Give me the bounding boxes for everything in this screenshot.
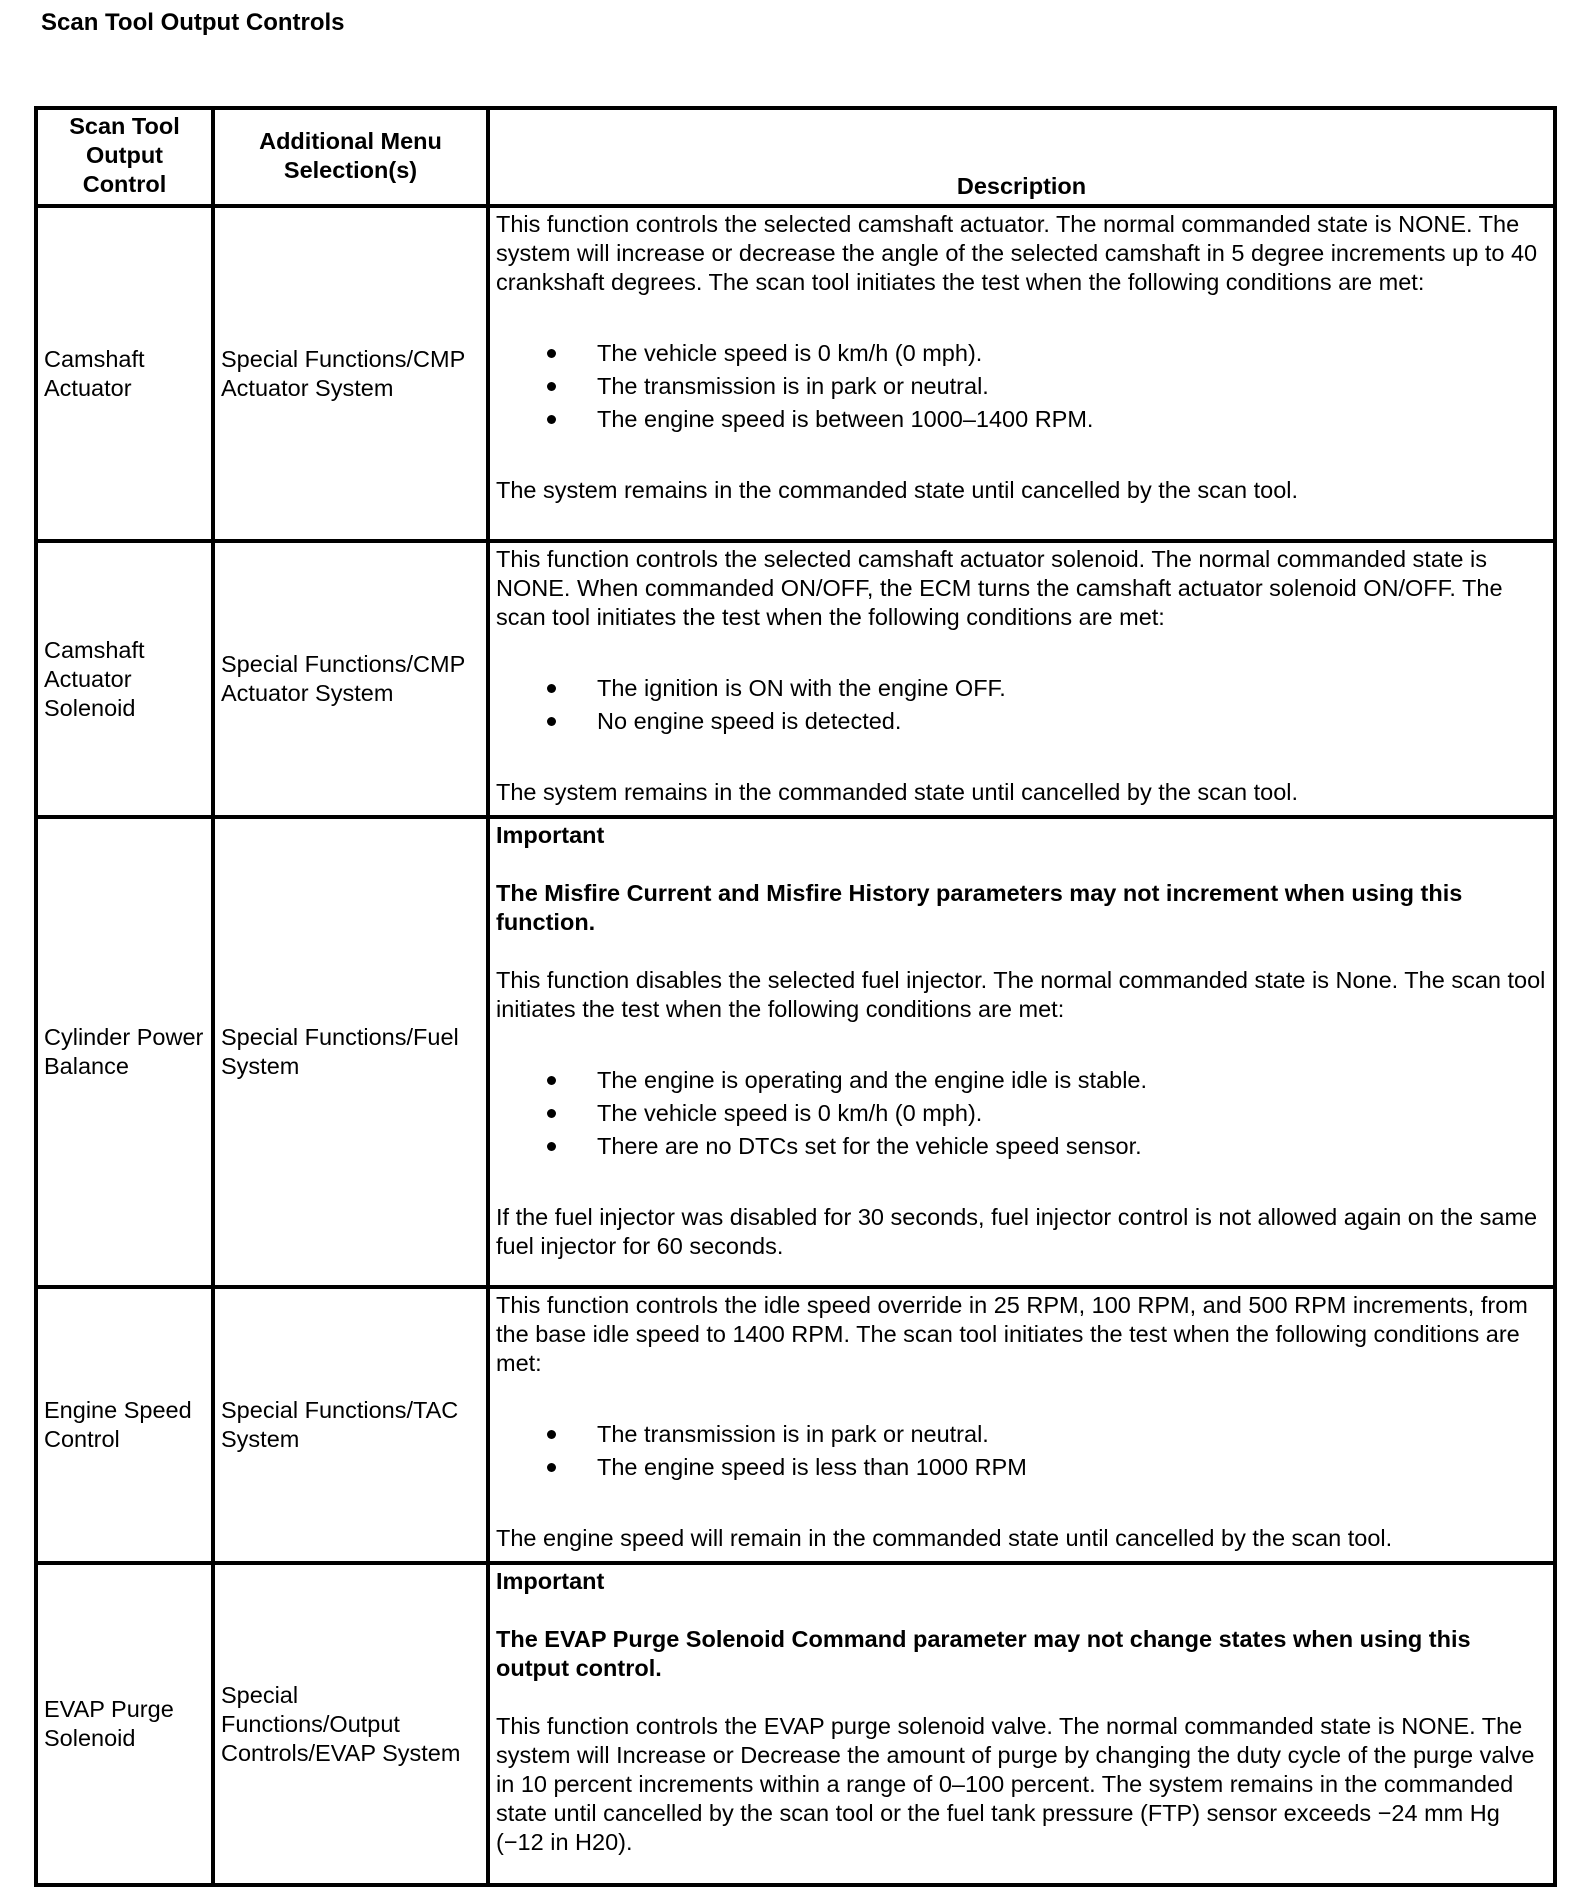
- description-cell: [488, 541, 1555, 817]
- important-label: Important: [496, 1568, 605, 1594]
- description-outro: The system remains in the commanded state until cancelled by the scan tool.: [496, 477, 1299, 503]
- description-intro: This function controls the idle speed override in 25 RPM, 100 RPM, and 500 RPM increments, from the base idle speed to 1400 RPM. The scan tool initiates the test when the following conditions are met:: [496, 1292, 1528, 1376]
- table-row: [36, 1563, 1555, 1885]
- bullet-icon: [547, 684, 556, 693]
- page-title: Scan Tool Output Controls: [41, 9, 345, 36]
- header-menu-selections: Additional Menu Selection(s): [213, 108, 488, 206]
- header-output-control: Scan Tool Output Control: [36, 108, 213, 206]
- bullet-icon: [547, 1463, 556, 1472]
- description-cell: [488, 1563, 1555, 1885]
- table-row: [36, 1287, 1555, 1563]
- list-item: The transmission is in park or neutral.: [496, 1418, 1547, 1451]
- bullet-icon: [547, 415, 556, 424]
- description-outro: If the fuel injector was disabled for 30 seconds, fuel injector control is not allowed again on the same fuel injector for 60 seconds.: [496, 1204, 1538, 1259]
- menu-selection-cell: Special Functions/Output Controls/EVAP System: [213, 1563, 488, 1885]
- table-header-row: [36, 108, 1555, 206]
- description-intro: This function disables the selected fuel injector. The normal commanded state is None. The scan tool initiates the test when the following conditions are met:: [496, 967, 1546, 1022]
- list-item: The vehicle speed is 0 km/h (0 mph).: [496, 1097, 1547, 1130]
- header-description: Description: [488, 108, 1555, 206]
- list-item: The vehicle speed is 0 km/h (0 mph).: [496, 337, 1547, 370]
- bullet-icon: [547, 349, 556, 358]
- conditions-list: [496, 1418, 1547, 1484]
- list-item: No engine speed is detected.: [496, 705, 1547, 738]
- list-item: There are no DTCs set for the vehicle speed sensor.: [496, 1130, 1547, 1163]
- description-intro: This function controls the selected camshaft actuator solenoid. The normal commanded state is NONE. When commanded ON/OFF, the ECM turns the camshaft actuator solenoid ON/OFF. The scan tool initiates the test when the following conditions are met:: [496, 546, 1503, 630]
- description-cell: [488, 1287, 1555, 1563]
- bullet-icon: [547, 1142, 556, 1151]
- output-control-cell: Camshaft Actuator: [36, 206, 213, 541]
- conditions-list: [496, 1064, 1547, 1163]
- description-cell: [488, 206, 1555, 541]
- important-note: The Misfire Current and Misfire History parameters may not increment when using this function.: [496, 880, 1463, 935]
- bullet-icon: [547, 1109, 556, 1118]
- scan-tool-output-controls-table: [34, 106, 1557, 1887]
- description-outro: The engine speed will remain in the commanded state until cancelled by the scan tool.: [496, 1525, 1393, 1551]
- list-item: The engine speed is between 1000–1400 RPM.: [496, 403, 1547, 436]
- output-control-cell: Engine Speed Control: [36, 1287, 213, 1563]
- bullet-icon: [547, 1430, 556, 1439]
- description-intro: This function controls the selected camshaft actuator. The normal commanded state is NONE. The system will increase or decrease the angle of the selected camshaft in 5 degree increments up to 40 crankshaft degrees. The scan tool initiates the test when the following conditions are met:: [496, 211, 1538, 295]
- list-item: The transmission is in park or neutral.: [496, 370, 1547, 403]
- conditions-list: [496, 337, 1547, 436]
- menu-selection-cell: Special Functions/Fuel System: [213, 817, 488, 1287]
- table-row: [36, 541, 1555, 817]
- bullet-icon: [547, 1076, 556, 1085]
- description-intro: This function controls the EVAP purge solenoid valve. The normal commanded state is NONE. The system will Increase or Decrease the amount of purge by changing the duty cycle of the purge valve in 10 percent increments within a range of 0–100 percent. The system remains in the commanded state until cancelled by the scan tool or the fuel tank pressure (FTP) sensor exceeds −24 mm Hg (−12 in H20).: [496, 1713, 1535, 1855]
- description-outro: The system remains in the commanded state until cancelled by the scan tool.: [496, 779, 1299, 805]
- important-note: The EVAP Purge Solenoid Command parameter may not change states when using this output control.: [496, 1626, 1471, 1681]
- conditions-list: [496, 672, 1547, 738]
- menu-selection-cell: Special Functions/TAC System: [213, 1287, 488, 1563]
- bullet-icon: [547, 717, 556, 726]
- menu-selection-cell: Special Functions/CMP Actuator System: [213, 541, 488, 817]
- bullet-icon: [547, 382, 556, 391]
- output-control-cell: EVAP Purge Solenoid: [36, 1563, 213, 1885]
- list-item: The engine speed is less than 1000 RPM: [496, 1451, 1547, 1484]
- description-cell: [488, 817, 1555, 1287]
- output-control-cell: Cylinder Power Balance: [36, 817, 213, 1287]
- list-item: The ignition is ON with the engine OFF.: [496, 672, 1547, 705]
- table-row: [36, 817, 1555, 1287]
- list-item: The engine is operating and the engine idle is stable.: [496, 1064, 1547, 1097]
- menu-selection-cell: Special Functions/CMP Actuator System: [213, 206, 488, 541]
- output-control-cell: Camshaft Actuator Solenoid: [36, 541, 213, 817]
- important-label: Important: [496, 822, 605, 848]
- table-row: [36, 206, 1555, 541]
